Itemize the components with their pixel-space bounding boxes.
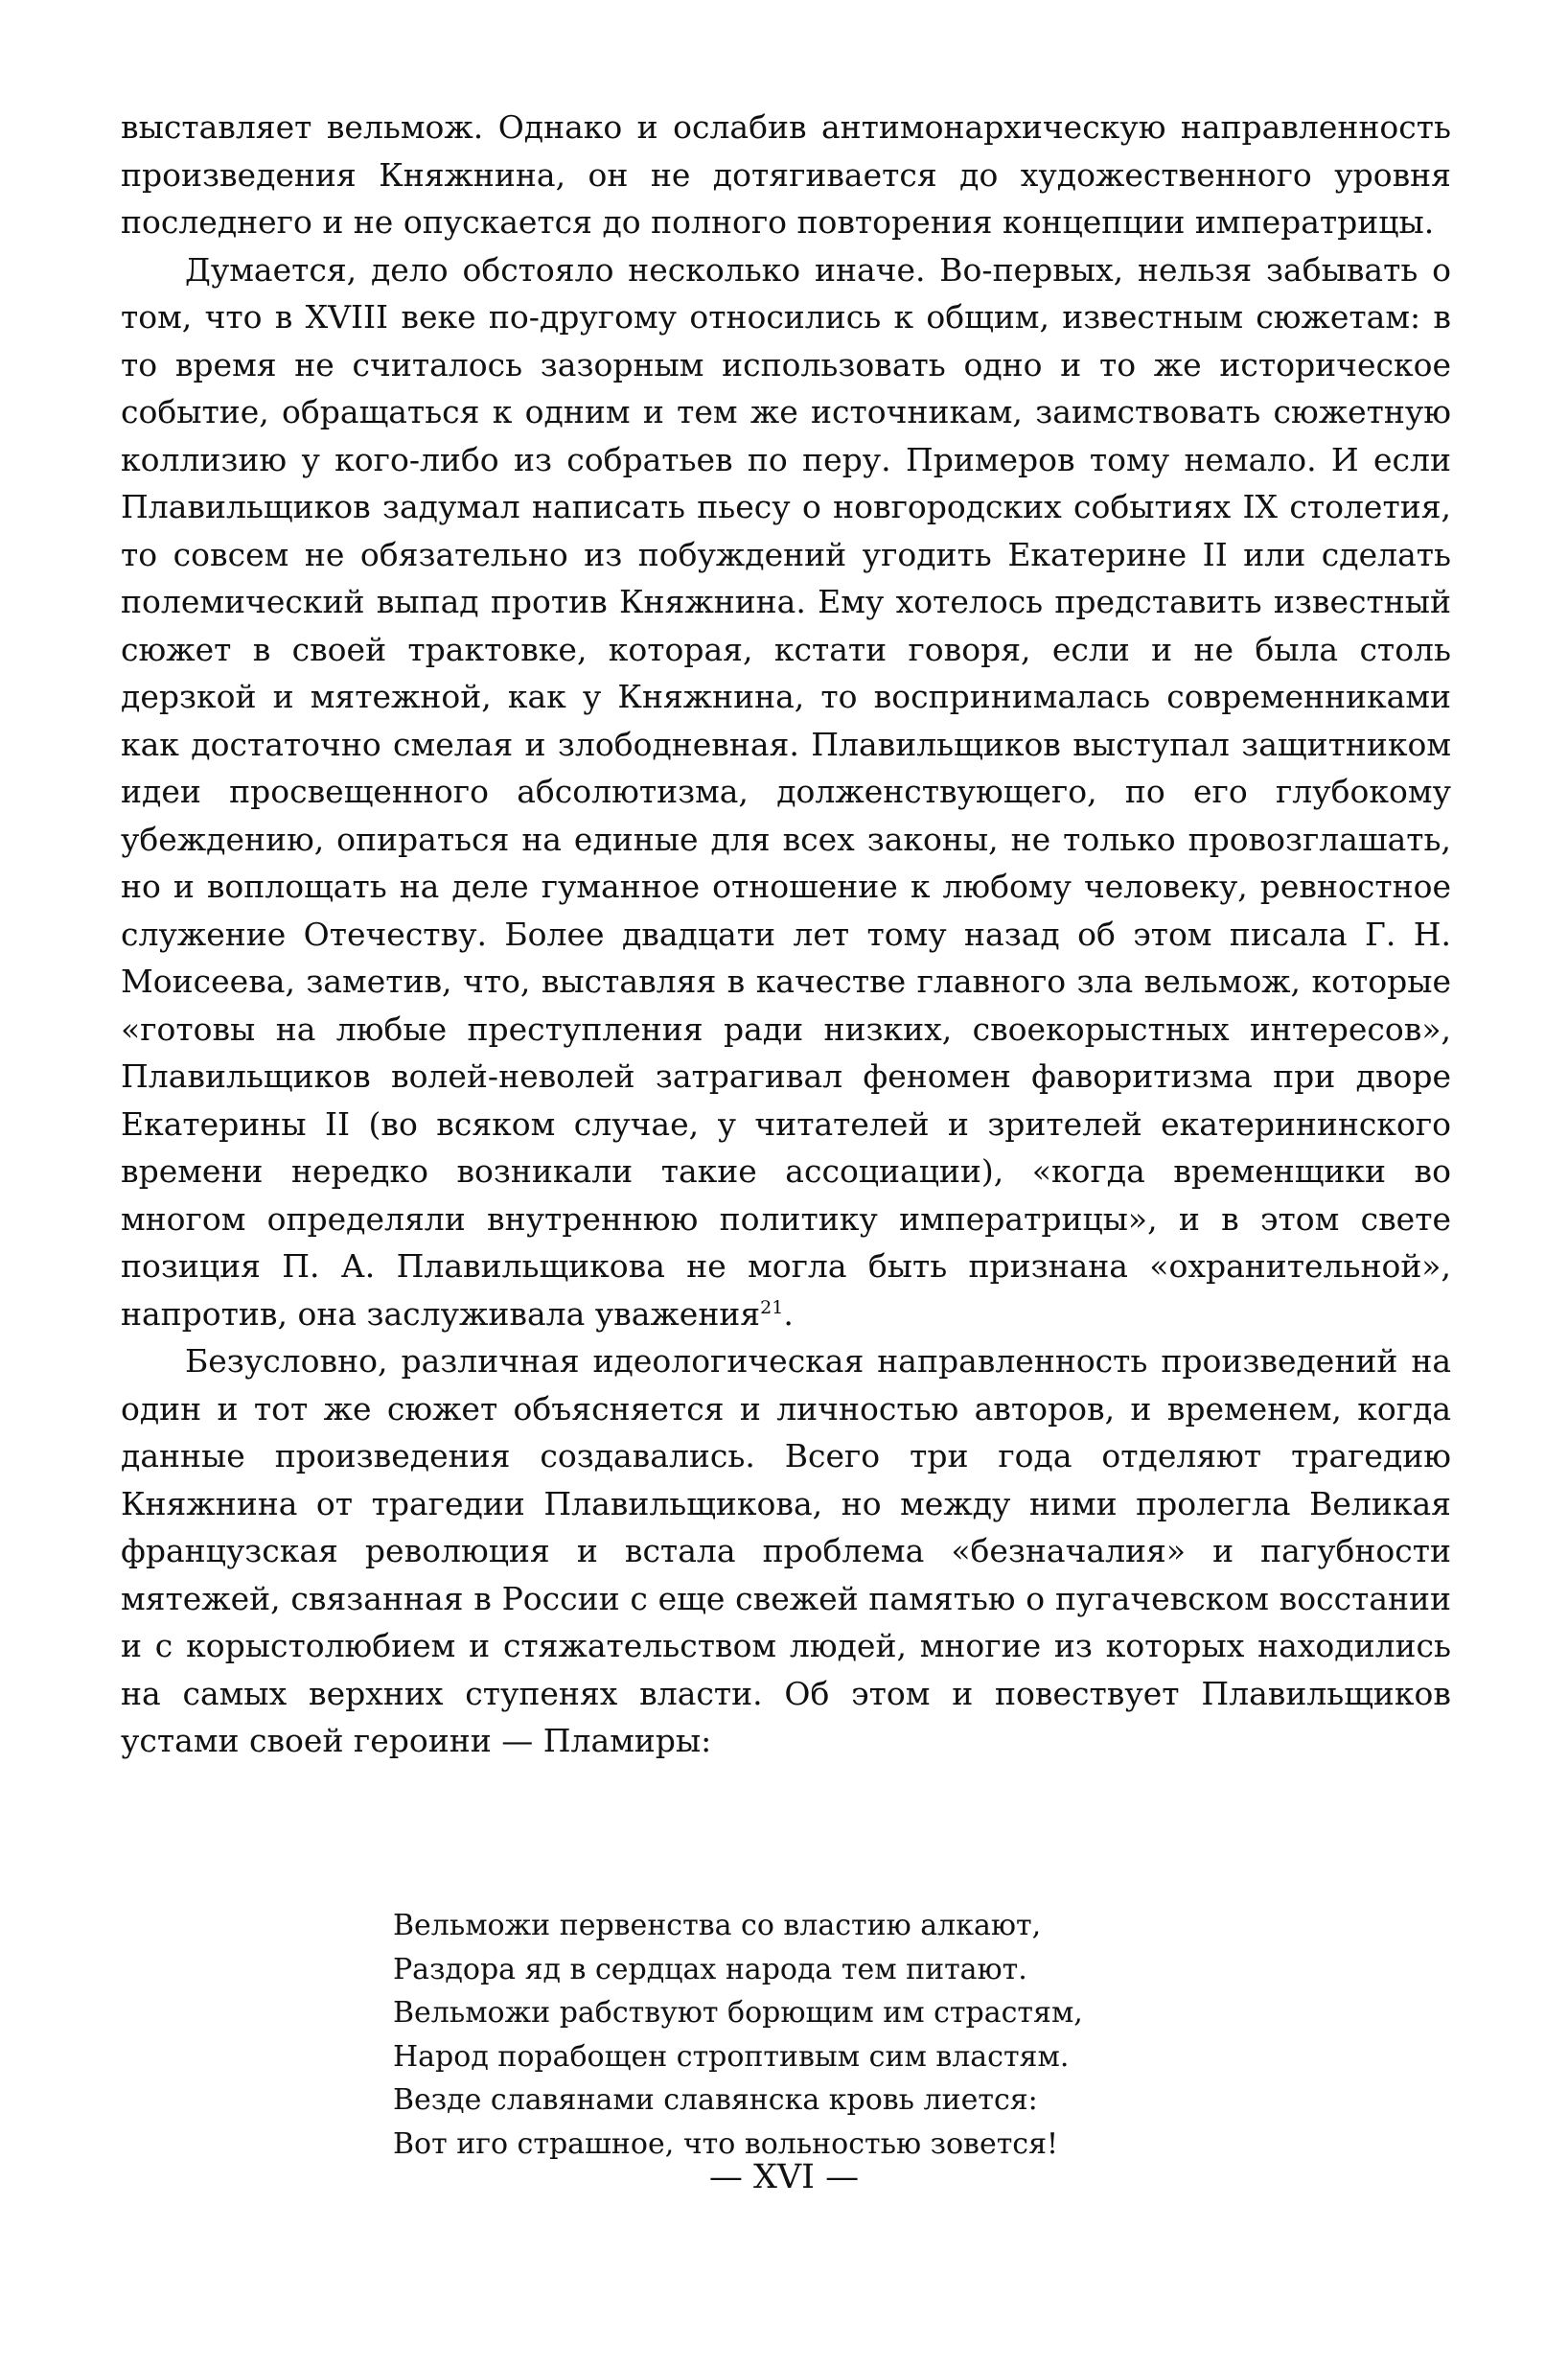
- page-body: [121, 104, 1451, 1765]
- poem-line: Раздора яд в сердцах народа тем питают.: [393, 1952, 1027, 1986]
- footnote-reference[interactable]: 21: [760, 1296, 784, 1318]
- paragraph-2: [121, 246, 1451, 1338]
- paragraph-3: Безусловно, различная идеологическая направленность произведений на один и тот же сюжет объясняется и личностью авторов, и временем, когда данные произведения создавались. Всего три года отделяют трагедию Княжнина от трагедии Плавильщикова, но между ними пролегла Великая французская революция и встала проблема «безначалия» и пагубности мятежей, связанная в России с еще свежей памятью о пугачевском восстании и с корыстолюбием и стяжательством людей, многие из которых находились на самых верхних ступенях власти. Об этом и повествует Плавильщиков устами своей героини — Пламиры:: [121, 1342, 1451, 1759]
- paragraph-2-text: Думается, дело обстояло несколько иначе. Во-первых, нельзя забывать о том, что в XVIII веке по-другому относились к общим, известным сюжетам: в то время не считалось зазорным использовать одно и то же историческое событие, обращаться к одним и тем же источникам, заимствовать сюжетную коллизию у кого-либо из собратьев по перу. Примеров тому немало. И если Плавильщиков задумал написать пьесу о новгородских событиях IX столетия, то совсем не обязательно из побуждений угодить Екатерине II или сделать полемический выпад против Княжнина. Ему хотелось представить известный сюжет в своей трактовке, которая, кстати говоря, если и не была столь дерзкой и мятежной, как у Княжнина, то воспринималась современниками как достаточно смелая и злободневная. Плавильщиков выступал защитником идеи просвещенного абсолютизма, долженствующего, по его глубокому убеждению, опираться на единые для всех законы, не только провозглашать, но и воплощать на деле гуманное отношение к любому человеку, ревностное служение Отечеству. Более двадцати лет тому назад об этом писала Г. Н. Моисеева, заметив, что, выставляя в качестве главного зла вельмож, которые «готовы на любые преступления ради низких, своекорыстных интересов», Плавильщиков волей-неволей затрагивал феномен фаворитизма при дворе Екатерины II (во всяком случае, у читателей и зрителей екатерининского времени нередко возникали такие ассоциации), «когда временщики во многом определяли внутреннюю политику императрицы», и в этом свете позиция П. А. Плавильщикова не могла быть признана «охранительной», напротив, она заслуживала уважения: [121, 250, 1451, 1333]
- paragraph-1: выставляет вельмож. Однако и ослабив антимонархическую направленность произведения Княжнина, он не дотягивается до художественного уровня последнего и не опускается до полного повторения концепции императрицы.: [121, 108, 1451, 241]
- paragraph-2-end: .: [783, 1294, 794, 1333]
- poem-line: Народ порабощен строптивым сим властям.: [393, 2039, 1070, 2074]
- poem-line: Вот иго страшное, что вольностью зовется!: [393, 2126, 1059, 2161]
- poem-quote: [393, 1904, 1390, 2167]
- poem-line: Вельможи рабствуют борющим им страстям,: [393, 1996, 1083, 2031]
- poem-line: Везде славянами славянска кровь лиется:: [393, 2083, 1038, 2118]
- poem-line: Вельможи первенства со властию алкают,: [393, 1909, 1042, 1942]
- page-number: — XVI —: [708, 2158, 860, 2196]
